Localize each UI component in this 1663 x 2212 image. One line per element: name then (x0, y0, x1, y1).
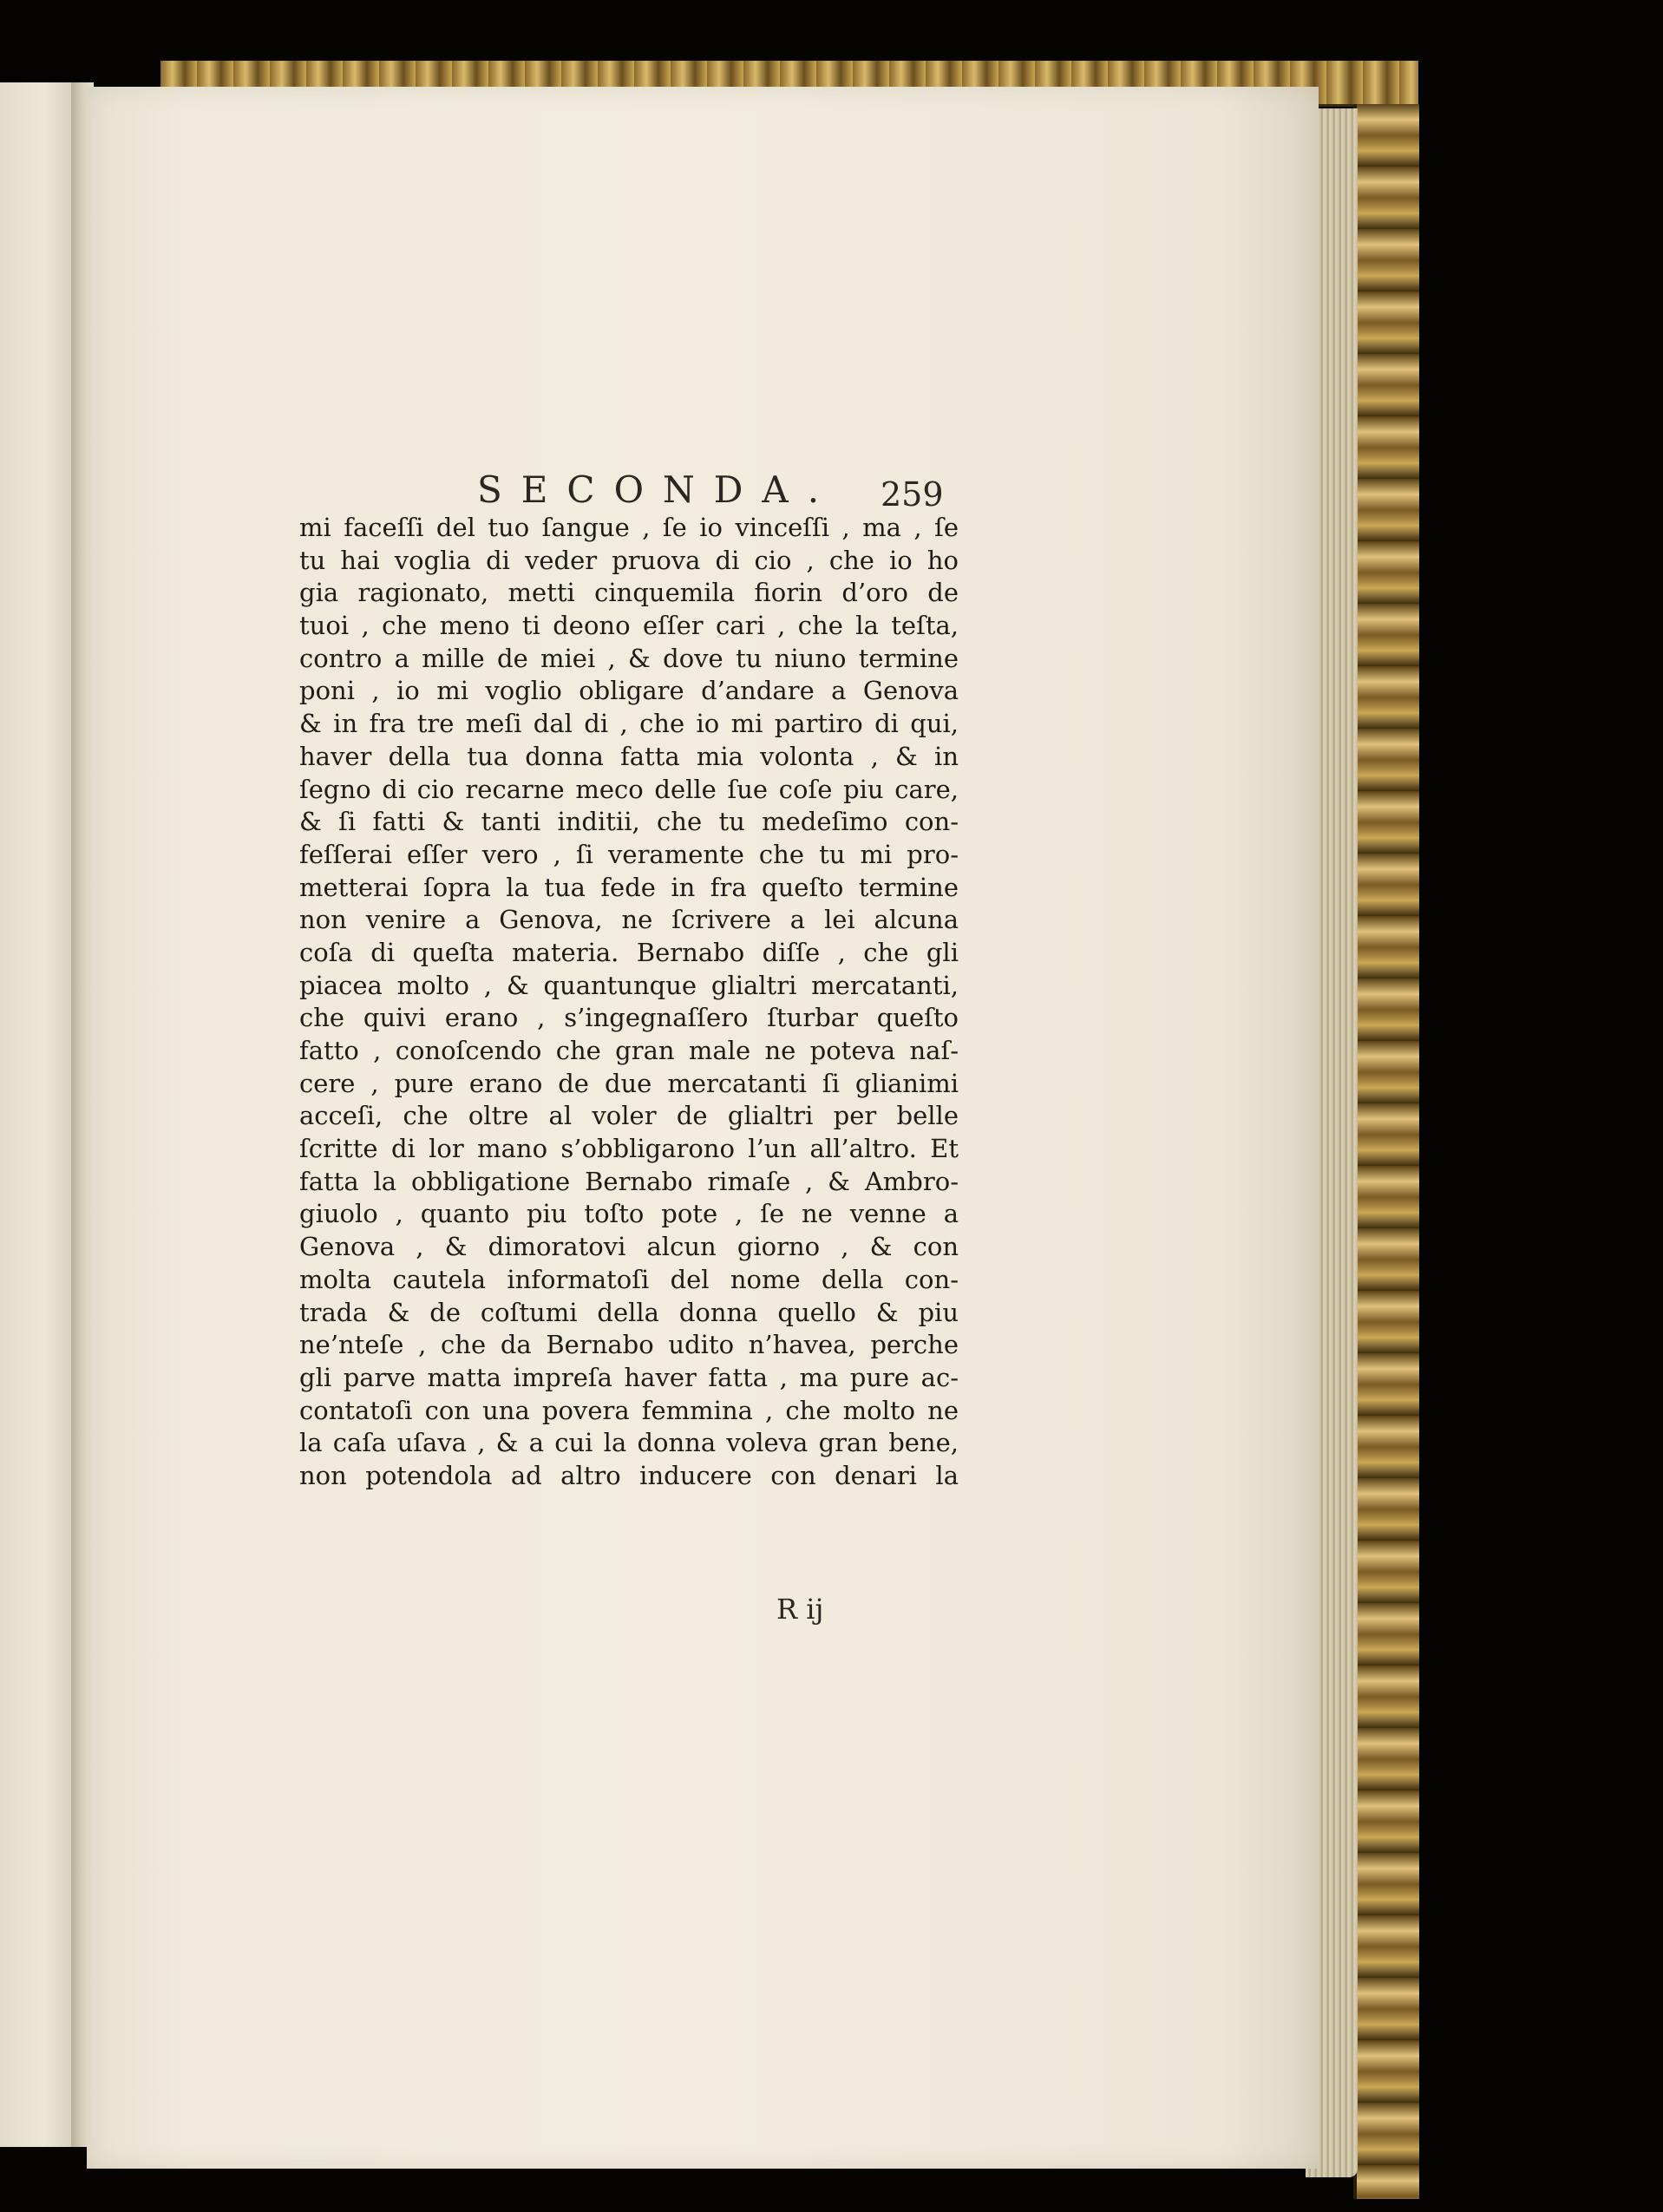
text-line: gli parve matta impreſa haver fatta , ma pure ac- (299, 1362, 959, 1392)
text-line: ſcritte di lor mano s’obbligarono l’un all’altro. Et (299, 1134, 959, 1164)
text-line: fatto , conoſcendo che gran male ne poteva naſ- (299, 1036, 959, 1065)
body-text (299, 512, 959, 1493)
text-line: non venire a Genova, ne ſcrivere a lei alcuna (299, 905, 959, 935)
text-line: molta cautela informatoſi del nome della con- (299, 1264, 959, 1294)
text-line: tu hai voglia di veder pruova di cio , che io ho (299, 545, 959, 575)
text-line: ne’nteſe , che da Bernabo udito n’havea, perche (299, 1330, 959, 1360)
text-line: mi faceſſi del tuo ſangue , ſe io vinceſſi , ma , ſe (299, 513, 959, 542)
text-line: & in fra tre meſi dal di , che io mi partiro di qui, (299, 709, 959, 739)
text-line: piacea molto , & quantunque glialtri mercatanti, (299, 970, 959, 1000)
page-number: 259 (881, 475, 944, 514)
text-line: poni , io mi voglio obligare d’andare a Genova (299, 676, 959, 706)
text-line: metterai ſopra la tua fede in fra queſto termine (299, 872, 959, 902)
text-line: la caſa uſava , & a cui la donna voleva gran bene, (299, 1428, 959, 1458)
text-line: & ſi fatti & tanti inditii, che tu medeſimo con- (299, 807, 959, 837)
text-line: trada & de coſtumi della donna quello & piu (299, 1297, 959, 1327)
text-line: non potendola ad altro inducere con denari la (299, 1460, 959, 1490)
text-line: contatoſi con una povera femmina , che molto ne (299, 1395, 959, 1425)
verso-page-edge (0, 82, 74, 2147)
text-line: giuolo , quanto piu toſto pote , ſe ne venne a (299, 1199, 959, 1229)
gilt-fore-edge (1353, 104, 1419, 2199)
running-head: SECONDA. (477, 468, 839, 511)
text-line: ſegno di cio recarne meco delle ſue coſe piu care, (299, 774, 959, 804)
text-line: feſſerai eſſer vero , ſi veramente che tu mi pro- (299, 839, 959, 869)
text-line: fatta la obbligatione Bernabo rimaſe , & Ambro- (299, 1166, 959, 1196)
text-line: gia ragionato, metti cinquemila fiorin d’oro de (299, 578, 959, 608)
text-line: haver della tua donna fatta mia volonta , & in (299, 741, 959, 771)
text-line: cere , pure erano de due mercatanti ſi glianimi (299, 1068, 959, 1098)
text-line: contro a mille de miei , & dove tu niuno termine (299, 643, 959, 673)
text-line: Genova , & dimoratovi alcun giorno , & con (299, 1232, 959, 1262)
text-line: tuoi , che meno ti deono eſſer cari , che la teſta, (299, 611, 959, 641)
text-line: acceſi, che oltre al voler de glialtri per belle (299, 1101, 959, 1131)
signature-mark: R ij (776, 1593, 824, 1626)
text-line: coſa di queſta materia. Bernabo diſſe , che gli (299, 937, 959, 967)
text-line: che quivi erano , s’ingegnaſſero ſturbar queſto (299, 1003, 959, 1033)
